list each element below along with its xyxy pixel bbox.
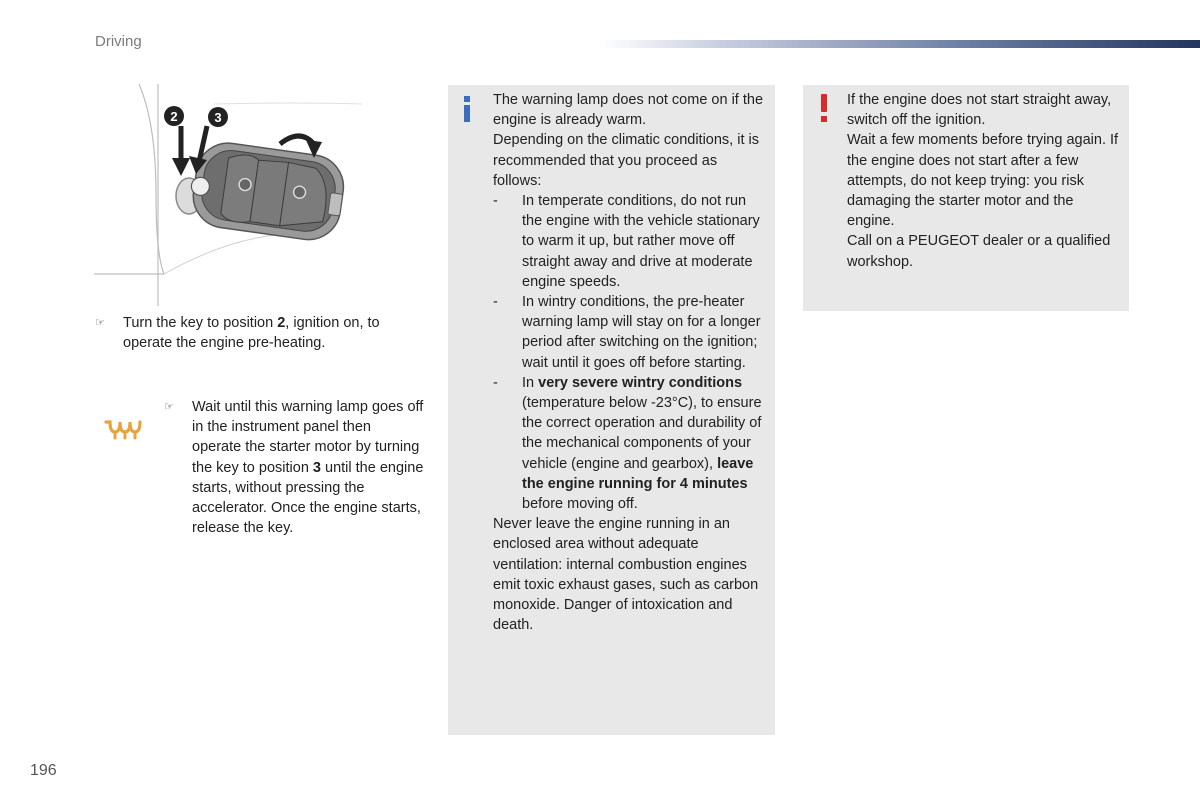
callout-3: 3 <box>214 110 222 125</box>
callout-2: 2 <box>170 109 178 124</box>
warning-line-1: If the engine does not start straight away, switch off the ignition. <box>847 92 1112 129</box>
warning-exclamation-icon <box>819 94 829 124</box>
info-box <box>448 85 775 735</box>
info-icon <box>462 94 472 124</box>
warning-line-3: Call on a PEUGEOT dealer or a qualified workshop. <box>847 233 1111 270</box>
info-closing: Never leave the engine running in an enclosed area without adequate ventilation: internal combustion engines emit toxic exhaust gases, such as carbon monoxide. Danger of intoxication and death. <box>493 516 759 634</box>
preheat-glow-plug-icon <box>104 416 144 442</box>
info-line-1: The warning lamp does not come on if the engine is already warm. <box>493 92 764 129</box>
section-label: Driving <box>95 33 142 50</box>
step-turn-key-position-2 <box>95 313 415 353</box>
list-item: - In very severe wintry conditions (temperature below -23°C), to ensure the correct operation and durability of the mechanical components of your vehicle (engine and gearbox), leave the engine running for 4 minutes before moving off. <box>493 374 762 513</box>
warning-box <box>803 85 1129 311</box>
step-text: Wait until this warning lamp goes off in the instrument panel then operate the starter motor by turning the key to position 3 until the engine starts, without pressing the accelerator. Once the engine starts, release the key. <box>192 399 424 537</box>
page-number: 196 <box>30 762 57 779</box>
list-item: - In temperate conditions, do not run the engine with the vehicle stationary to warm it up, but rather move off straight away and drive at moderate engine speeds. <box>493 193 760 290</box>
step-wait-then-start <box>164 397 424 538</box>
key-position-3: 3 <box>312 459 321 476</box>
warning-line-2: Wait a few moments before trying again. If the engine does not start after a few attempts, do not keep trying: you risk damaging the starter motor and the engine. <box>847 132 1119 230</box>
pointing-hand-icon: ☞ <box>164 401 174 413</box>
ignition-key-illustration <box>94 84 362 306</box>
step-text: Turn the key to position 2, ignition on, to operate the engine pre-heating. <box>123 315 380 352</box>
info-line-2: Depending on the climatic conditions, it is recommended that you proceed as follows: <box>493 132 759 189</box>
pointing-hand-icon: ☞ <box>95 317 105 329</box>
header-accent-bar <box>600 40 1200 48</box>
key-position-2: 2 <box>277 315 286 331</box>
list-item: - In wintry conditions, the pre-heater warning lamp will stay on for a longer period after switching on the ignition; wait until it goes off before starting. <box>493 294 761 371</box>
